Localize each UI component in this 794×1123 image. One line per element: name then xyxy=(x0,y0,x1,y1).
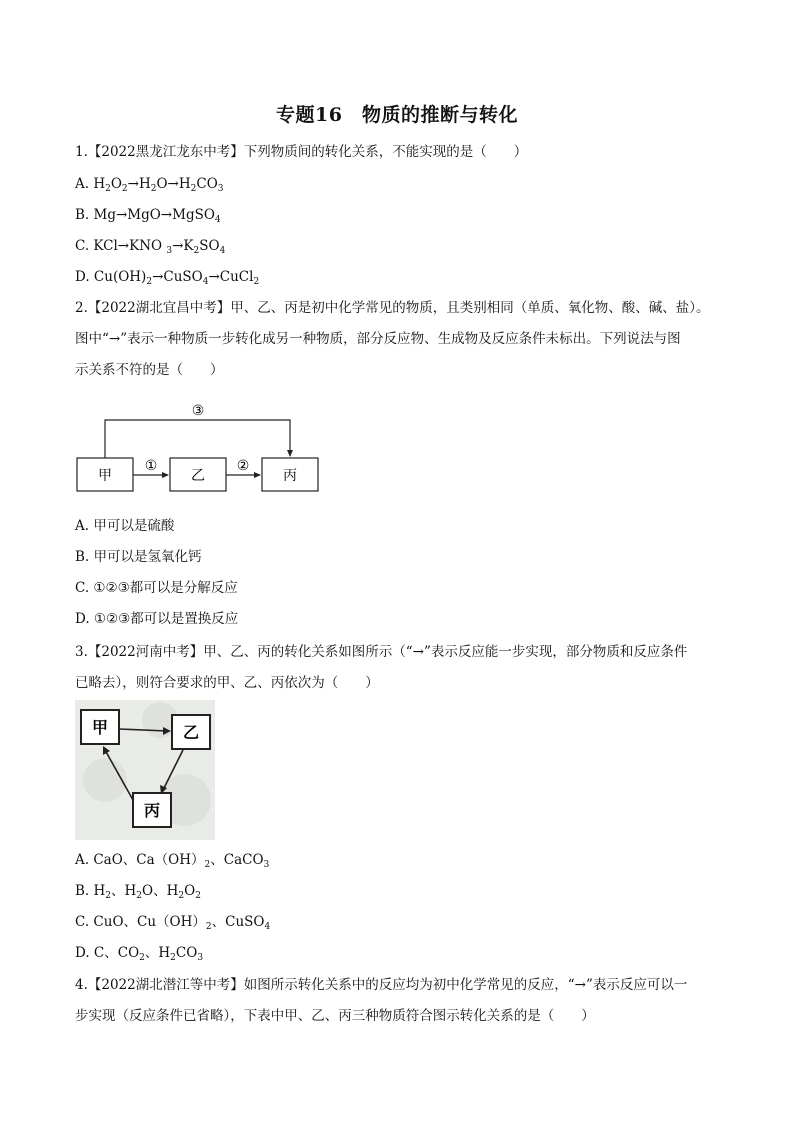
q3-label-yi: 乙 xyxy=(182,723,200,742)
q2-stem-line2: 图中“→”表示一种物质一步转化成另一种物质，部分反应物、生成物及反应条件未标出。下列说法与图 xyxy=(75,331,681,347)
q1-option-c: C. KCl→KNO $_3\to K_2SO_4$ xyxy=(75,238,226,256)
q2-arrowhead-2 xyxy=(254,472,261,478)
q1-option-a: A. $H_2O_2\to H_2O\to H_2CO_3$ xyxy=(75,176,224,194)
q2-arrow-label-1: ① xyxy=(144,458,158,474)
q2-arrow-label-2: ② xyxy=(236,458,250,474)
q4-stem-line2: 步实现（反应条件已省略），下表中甲、乙、丙三种物质符合图示转化关系的是（ ） xyxy=(75,1008,595,1024)
q2-option-d: D. ①②③都可以是置换反应 xyxy=(75,611,239,627)
q3-option-d: D. C、$CO_2$、$H_2CO_3$ xyxy=(75,945,204,963)
q2-stem-line3: 示关系不符的是（ ） xyxy=(75,362,224,378)
q2-diagram xyxy=(76,398,320,494)
q2-arrowhead-3 xyxy=(287,450,293,457)
q2-option-b: B. 甲可以是氢氧化钙 xyxy=(75,549,202,565)
q3-label-jia: 甲 xyxy=(91,718,109,737)
q2-label-yi: 乙 xyxy=(191,468,205,484)
q2-label-jia: 甲 xyxy=(98,468,112,484)
page-title: 专题16 物质的推断与转化 xyxy=(276,104,518,126)
q1-option-d: D. $Cu(OH)_2\to CuSO_4\to CuCl_2$ xyxy=(75,269,260,287)
q2-arrow-label-3: ③ xyxy=(191,403,205,419)
q3-option-b: B. $H_2$、$H_2O$、$H_2O_2$ xyxy=(75,883,201,901)
q2-label-bing: 丙 xyxy=(283,468,297,484)
q2-stem-line1: 2.【2022湖北宜昌中考】甲、乙、丙是初中化学常见的物质，且类别相同（单质、氧化物、酸、碱、盐）。 xyxy=(75,300,710,316)
q2-option-c: C. ①②③都可以是分解反应 xyxy=(75,580,238,596)
q1-stem: 1.【2022黑龙江龙东中考】下列物质间的转化关系，不能实现的是（ ） xyxy=(75,144,528,160)
q2-option-a: A. 甲可以是硫酸 xyxy=(75,518,175,534)
q3-stem-line2: 已略去），则符合要求的甲、乙、丙依次为（ ） xyxy=(75,675,379,691)
q3-option-a: A. CaO、$Ca(OH)_2$、CaCO$_3$ xyxy=(75,852,270,870)
q1-option-b: B. Mg→MgO→MgSO$_4$ xyxy=(75,207,221,225)
q4-stem-line1: 4.【2022湖北潜江等中考】如图所示转化关系中的反应均为初中化学常见的反应，“→”表示反应可以一 xyxy=(75,977,688,993)
q2-arrowhead-1 xyxy=(162,472,169,478)
q3-label-bing: 丙 xyxy=(143,801,161,820)
q3-option-c: C. CuO、$Cu(OH)_2$、CuSO$_4$ xyxy=(75,914,271,932)
q3-stem-line1: 3.【2022河南中考】甲、乙、丙的转化关系如图所示（“→”表示反应能一步实现，部分物质和反应条件 xyxy=(75,644,688,660)
q3-diagram xyxy=(75,700,215,840)
